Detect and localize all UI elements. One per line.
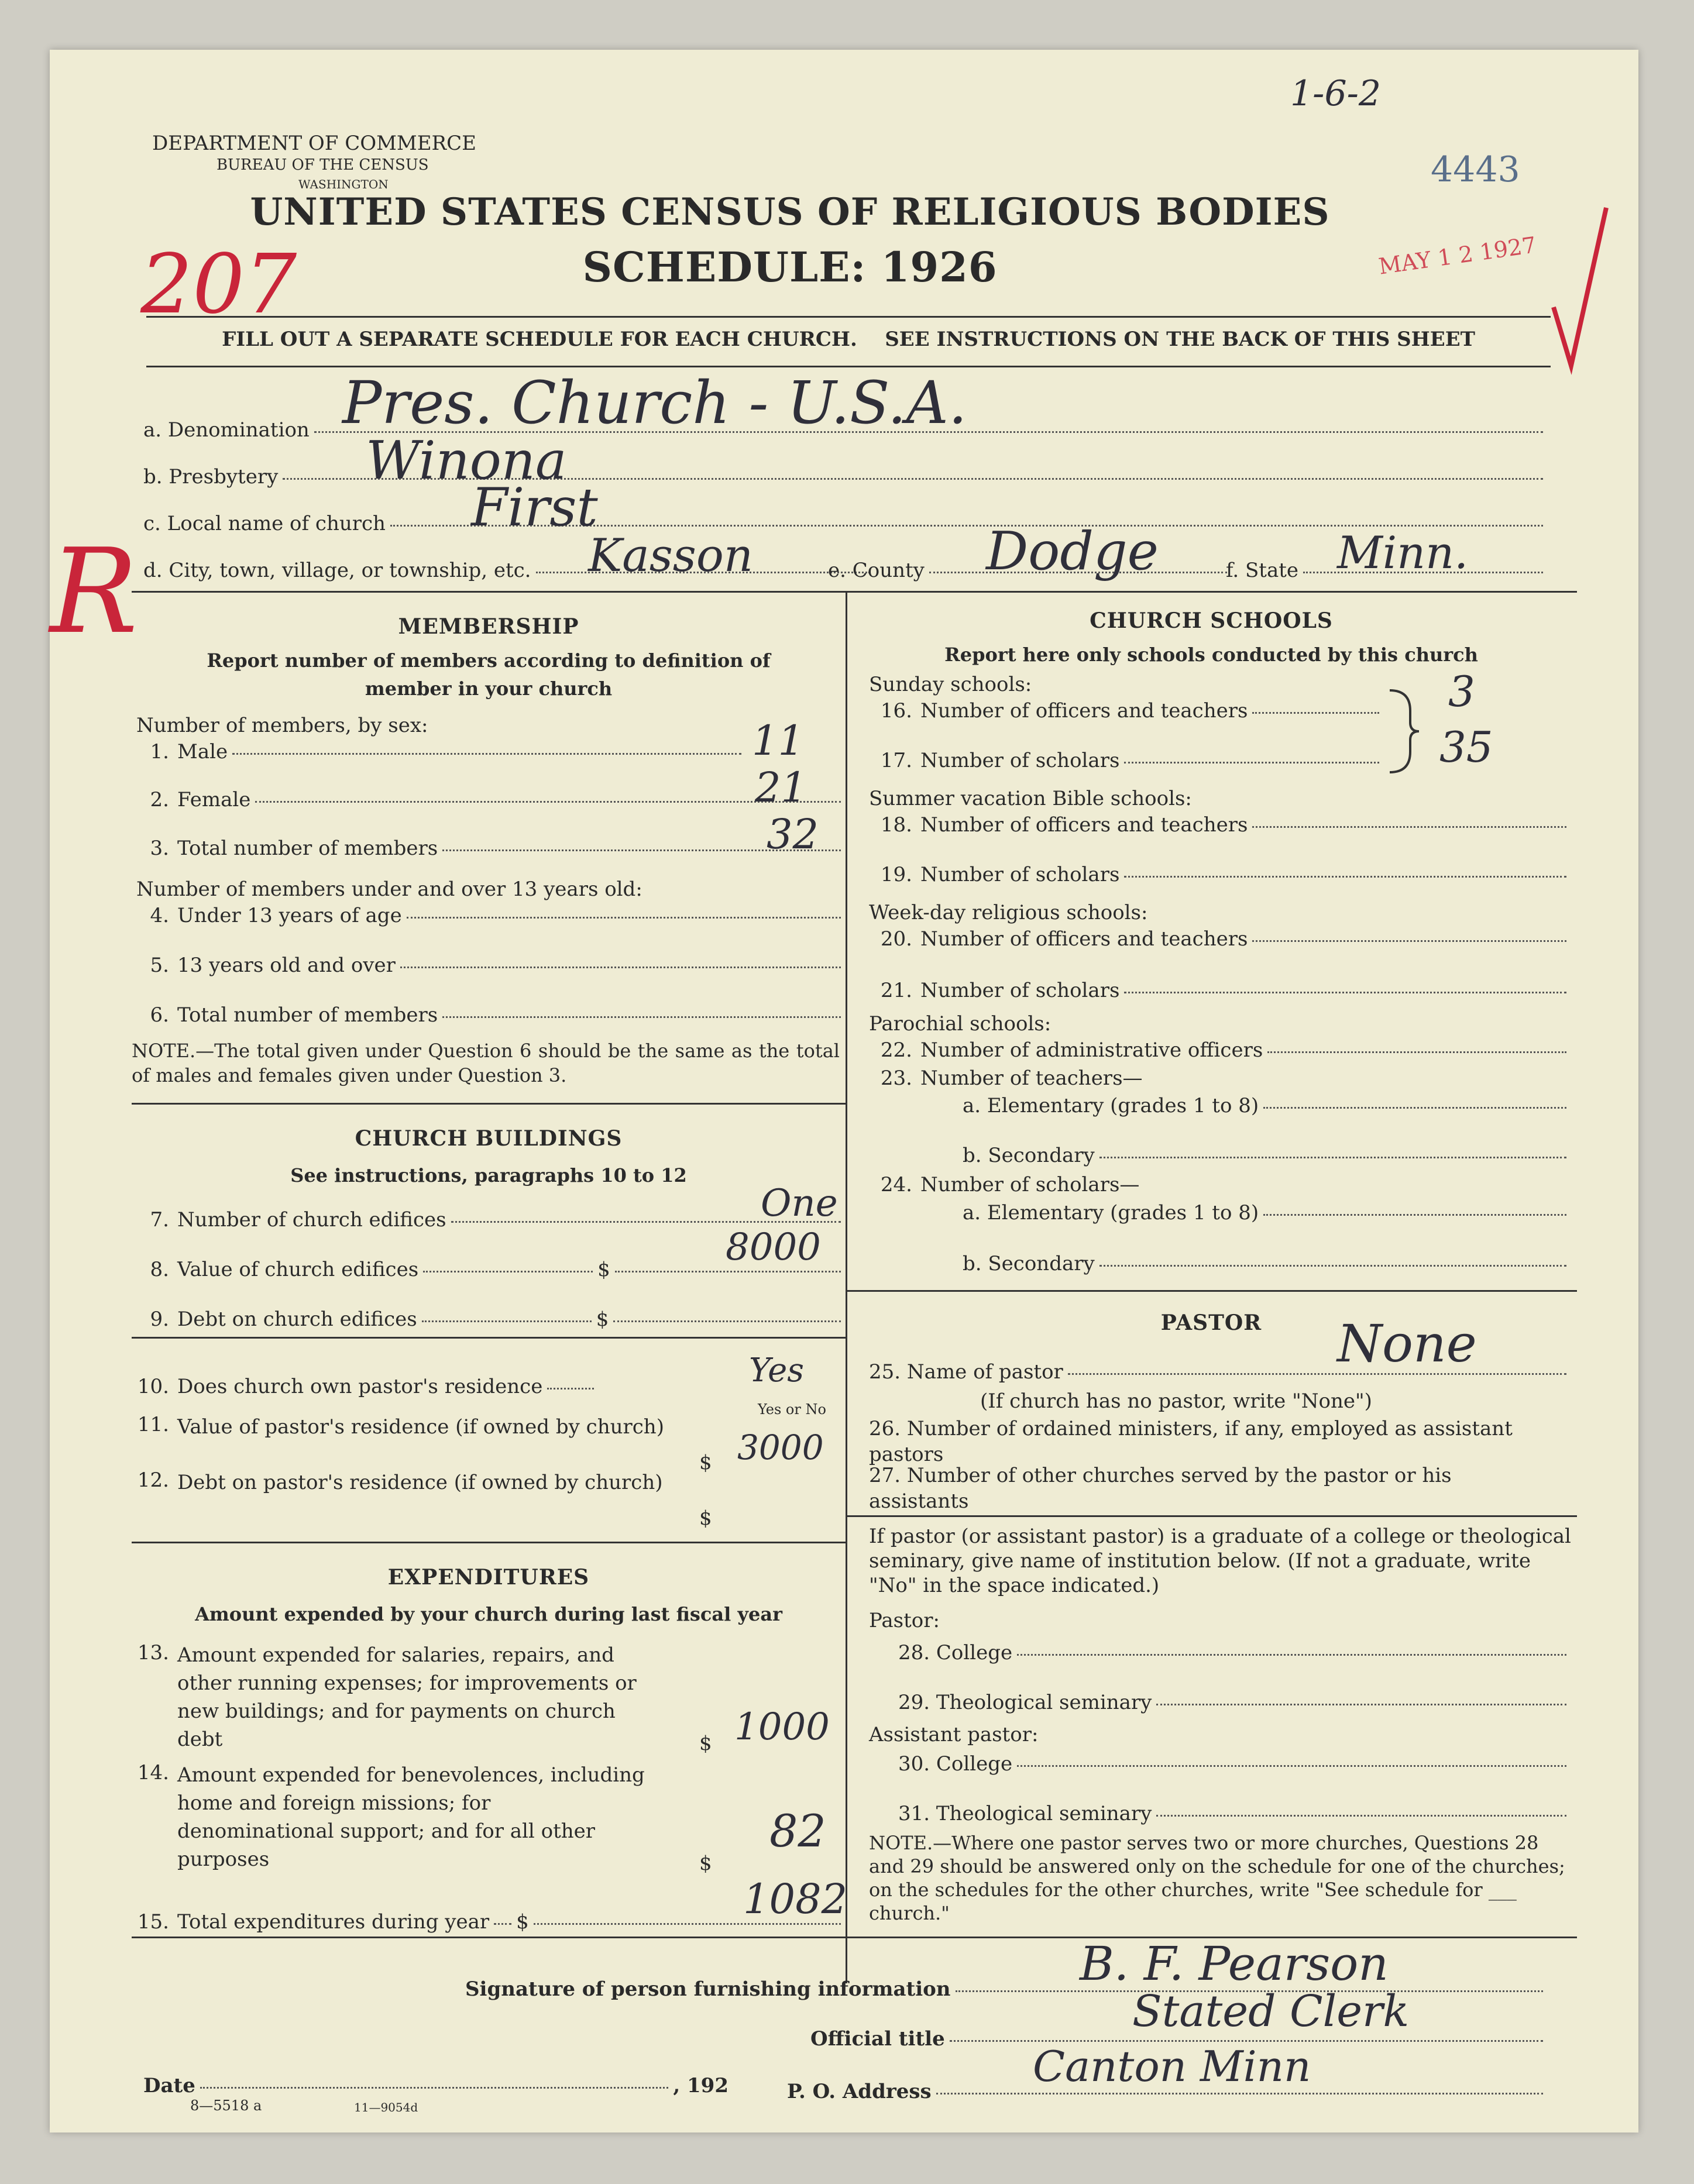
red-number: 207 (140, 237, 297, 332)
schools-subtitle: Report here only schools conducted by this church (944, 644, 1478, 666)
divider (846, 1515, 1577, 1517)
print-number: 11—9054d (354, 2100, 418, 2114)
date-row: Date , 192 (143, 2074, 729, 2097)
parochial-schools-label: Parochial schools: (869, 1012, 1052, 1036)
schools-row-23a: a. Elementary (grades 1 to 8) (963, 1094, 1571, 1117)
official-title-value: Stated Clerk (1132, 1986, 1410, 2037)
presbytery-row: b. Presbytery (143, 465, 1548, 489)
city-value: Kasson (588, 529, 754, 582)
brace-icon (1387, 687, 1422, 775)
official-title-row: Official title (810, 2027, 1548, 2051)
owns-residence-value: Yes (749, 1351, 804, 1389)
female-value: 21 (755, 763, 808, 811)
divider (846, 1290, 1577, 1292)
residence-value: 3000 (737, 1428, 824, 1467)
benevolences-value: 82 (769, 1805, 826, 1857)
schools-row-24b: b. Secondary (963, 1252, 1571, 1275)
dollar-sign: $ (699, 1732, 712, 1755)
census-form-sheet (50, 50, 1638, 2133)
city-label: WASHINGTON (298, 177, 389, 191)
city-row: d. City, town, village, or township, etc. (143, 559, 875, 582)
schools-row-16: 16. Number of officers and teachers (875, 699, 1384, 723)
divider (146, 366, 1551, 367)
county-row: e. County (828, 559, 1232, 582)
divider (132, 1337, 846, 1339)
divider (132, 591, 1577, 593)
divider (132, 1103, 846, 1105)
state-row: f. State (1226, 559, 1548, 582)
denomination-row: a. Denomination (143, 418, 1548, 442)
signature-row: Signature of person furnishing information (465, 1977, 1548, 2001)
form-number: 8—5518 a (190, 2097, 262, 2114)
schools-row-22: 22. Number of administrative officers (875, 1038, 1571, 1062)
divider (146, 316, 1551, 318)
schools-row-19: 19. Number of scholars (875, 863, 1571, 886)
male-value: 11 (752, 717, 805, 765)
schools-row-24: 24. Number of scholars— (880, 1173, 1140, 1196)
received-stamp: MAY 1 2 1927 (1377, 232, 1538, 280)
assistant-pastor-label: Assistant pastor: (869, 1723, 1039, 1746)
yes-no-label: Yes or No (758, 1401, 826, 1418)
membership-note: NOTE.—The total given under Question 6 should be the same as the total of males and females given under Question 3. (132, 1040, 840, 1086)
sunday-scholars-value: 35 (1439, 723, 1493, 772)
schools-title: CHURCH SCHOOLS (1090, 608, 1333, 633)
dollar-sign: $ (699, 1852, 712, 1875)
state-value: Minn. (1337, 527, 1469, 579)
pastor-name-note: (If church has no pastor, write "None") (980, 1389, 1372, 1413)
red-check-mark (1548, 202, 1612, 377)
total-expenditures-value: 1082 (743, 1875, 848, 1923)
top-note: 1-6-2 (1290, 73, 1382, 114)
membership-row-2: 2. Female (132, 788, 846, 811)
expenditures-row-13-label: 13. Amount expended for salaries, repairs, and other running expenses; for improvements or new buildings; and for payments on church debt (137, 1641, 637, 1751)
buildings-title: CHURCH BUILDINGS (355, 1126, 623, 1151)
presbytery-value: Winona (366, 430, 567, 491)
expenditures-title: EXPENDITURES (387, 1565, 590, 1590)
doc-number: 4443 (1431, 149, 1520, 190)
members-by-sex-label: Number of members, by sex: (136, 714, 428, 737)
edifices-value: 8000 (726, 1226, 821, 1269)
address-row: P. O. Address (787, 2080, 1548, 2103)
schools-row-23b: b. Secondary (963, 1144, 1571, 1167)
pastor-row-28: 28. College (898, 1641, 1571, 1664)
address-value: Canton Minn (1033, 2042, 1311, 2091)
buildings-row-12-label: 12. Debt on pastor's residence (if owned by church) (137, 1468, 663, 1494)
total-members-value: 32 (767, 810, 819, 858)
county-value: Dodge (986, 521, 1159, 582)
pastor-row-30: 30. College (898, 1752, 1571, 1776)
signature-value: B. F. Pearson (1080, 1937, 1389, 1991)
schools-row-17: 17. Number of scholars (875, 749, 1384, 772)
red-letter: R (50, 524, 138, 660)
dept-label: DEPARTMENT OF COMMERCE (152, 132, 476, 155)
local-name-value: First (471, 477, 598, 538)
pastor-row-27: 27. Number of other churches served by the pastor or his assistants (869, 1464, 1452, 1513)
form-title: UNITED STATES CENSUS OF RELIGIOUS BODIES (250, 190, 1330, 234)
bureau-label: BUREAU OF THE CENSUS (217, 156, 429, 174)
membership-row-4: 4. Under 13 years of age (132, 904, 846, 927)
instruction-line: FILL OUT A SEPARATE SCHEDULE FOR EACH CHURCH. SEE INSTRUCTIONS ON THE BACK OF THIS SHEET (222, 328, 1475, 351)
schools-row-21: 21. Number of scholars (875, 979, 1571, 1002)
membership-row-3: 3. Total number of members (132, 837, 846, 860)
pastor-row-29: 29. Theological seminary (898, 1691, 1571, 1714)
buildings-row-9: 9. Debt on church edifices $ (132, 1308, 846, 1331)
weekday-schools-label: Week-day religious schools: (869, 901, 1148, 924)
pastor-note: NOTE.—Where one pastor serves two or more churches, Questions 28 and 29 should be answered only on the schedule for one of the churches; on the schedules for the other churches, write "See schedule for ___ church." (869, 1832, 1565, 1924)
expenditures-subtitle: Amount expended by your church during last fiscal year (195, 1603, 782, 1625)
dollar-sign: $ (699, 1451, 712, 1474)
local-name-row: c. Local name of church (143, 512, 1548, 535)
pastor-row-26: 26. Number of ordained ministers, if any, employed as assistant pastors (869, 1417, 1513, 1466)
pastor-row-31: 31. Theological seminary (898, 1802, 1571, 1825)
buildings-row-8: 8. Value of church edifices $ (132, 1258, 846, 1281)
expenditures-row-15: 15. Total expenditures during year $ (132, 1910, 846, 1934)
pastor-name-value: None (1337, 1313, 1477, 1374)
schools-row-18: 18. Number of officers and teachers (875, 813, 1571, 837)
form-schedule: SCHEDULE: 1926 (582, 243, 998, 291)
membership-intro: Report number of members according to definition of member in your church (207, 649, 771, 700)
divider (132, 1542, 846, 1543)
graduate-instructions: If pastor (or assistant pastor) is a graduate of a college or theological seminary, give name of institution below. (If not a graduate, write "No" in the space indicated.) (869, 1525, 1571, 1597)
membership-row-5: 5. 13 years old and over (132, 954, 846, 977)
sunday-schools-label: Sunday schools: (869, 673, 1032, 696)
pastor-title: PASTOR (1160, 1311, 1262, 1335)
buildings-row-7: 7. Number of church edifices (132, 1208, 846, 1232)
column-divider (846, 591, 847, 1983)
membership-title: MEMBERSHIP (398, 614, 579, 639)
schools-row-23: 23. Number of teachers— (880, 1067, 1143, 1090)
summer-schools-label: Summer vacation Bible schools: (869, 787, 1192, 810)
membership-row-1: 1. Male (132, 740, 746, 763)
running-expenses-value: 1000 (734, 1705, 830, 1749)
schools-row-24a: a. Elementary (grades 1 to 8) (963, 1201, 1571, 1225)
buildings-subtitle: See instructions, paragraphs 10 to 12 (290, 1164, 687, 1186)
sunday-officers-value: 3 (1448, 667, 1475, 716)
members-by-age-label: Number of members under and over 13 years old: (136, 878, 642, 901)
dollar-sign: $ (699, 1507, 712, 1530)
buildings-row-10: 10. Does church own pastor's residence (132, 1375, 846, 1398)
denomination-value: Pres. Church - U.S.A. (342, 369, 967, 437)
schools-row-20: 20. Number of officers and teachers (875, 927, 1571, 951)
pastor-row-25: 25. Name of pastor (869, 1360, 1571, 1384)
buildings-row-11-label: 11. Value of pastor's residence (if owned by church) (137, 1413, 664, 1439)
pastor-label: Pastor: (869, 1609, 940, 1632)
edifices-count-value: One (761, 1182, 838, 1225)
membership-row-6: 6. Total number of members (132, 1003, 846, 1027)
expenditures-row-14-label: 14. Amount expended for benevolences, including home and foreign missions; for denominational support; and for all other purposes (137, 1761, 645, 1871)
